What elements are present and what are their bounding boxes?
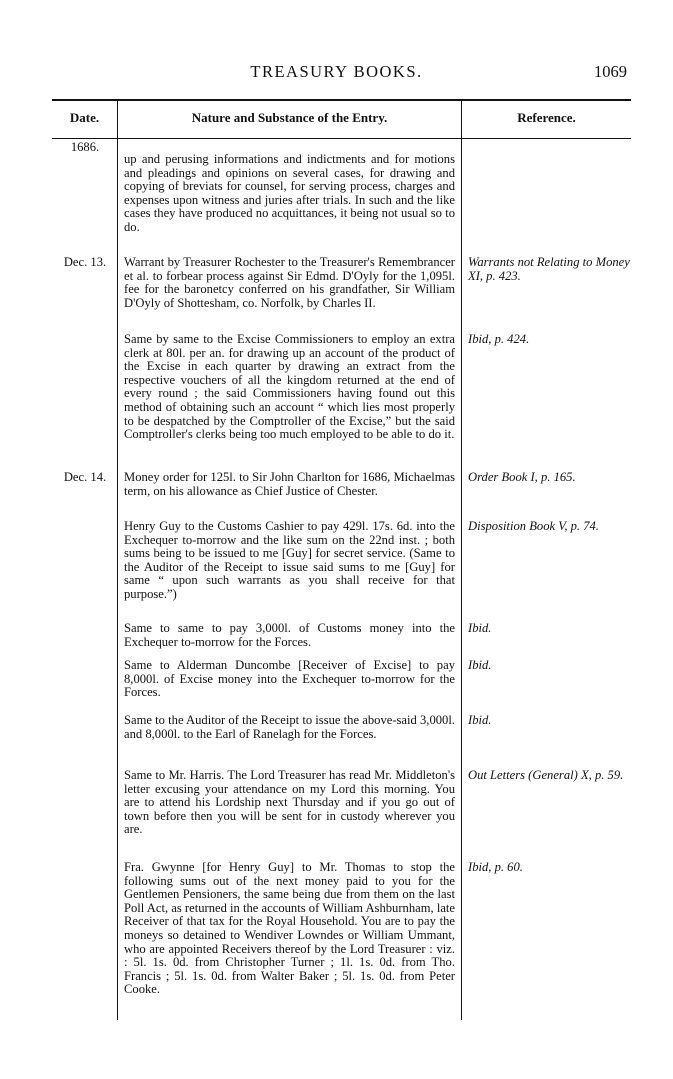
entry-nature: Same by same to the Excise Commissioners to employ an extra clerk at 80l. per an. for drawing up an account of the product of the Excise in each quarter by drawing an extract from the respective vouchers of all the kingdom returned at the end of every round ; the said Commissioners having found out this method of obtaining such an account “ which lies most properly to be despatched by the Comptroller of the Excise,” but the said Comptroller's clerks being too much employed to be able to do it. xyxy=(124,332,455,442)
entry-nature: Warrant by Treasurer Rochester to the Treasurer's Remembrancer et al. to forbear process against Sir Edmd. D'Oyly for the 1,095l. fee for the baronetcy conferred on his grandfather, Sir William D'Oyly of Shottesham, co. Norfolk, by Charles II. xyxy=(124,255,455,310)
entry-reference: Warrants not Relating to Money XI, p. 423. xyxy=(468,255,630,283)
column-header-nature: Nature and Substance of the Entry. xyxy=(191,110,388,125)
entry-reference: Ibid, p. 424. xyxy=(468,332,530,346)
running-head-title: TREASURY BOOKS. xyxy=(250,62,423,81)
entry-reference: Disposition Book V, p. 74. xyxy=(468,519,599,533)
entry-reference: Ibid, p. 60. xyxy=(468,860,523,874)
entry-reference: Ibid. xyxy=(468,658,492,672)
year-marker: 1686. xyxy=(70,140,100,154)
entry-reference: Ibid. xyxy=(468,713,492,727)
column-header-date: Date. xyxy=(69,110,100,125)
entry-date: Dec. 14. xyxy=(63,470,107,484)
entry-nature: Money order for 125l. to Sir John Charlton for 1686, Michaelmas term, on his allowance as Chief Justice of Chester. xyxy=(124,470,455,498)
column-divider-reference xyxy=(461,100,462,1020)
entry-reference: Ibid. xyxy=(468,621,492,635)
entry-reference: Out Letters (General) X, p. 59. xyxy=(468,768,624,782)
entry-nature: Fra. Gwynne [for Henry Guy] to Mr. Thomas to stop the following sums out of the next money paid to you for the Gentlemen Pensioners, the same being due from them on the last Poll Act, as returned in the accounts of William Ashburnham, late Receiver of that tax for the Royal Household. You are to pay the moneys so detained to Wendiver Lowndes or William Ummant, who are appointed Receivers thereof by the Lord Treasurer : viz. : 5l. 1s. 0d. from Christopher Turner ; 1l. 1s. 0d. from Tho. Francis ; 5l. 1s. 0d. from Walter Baker ; 5l. 1s. 0d. from Peter Cooke. xyxy=(124,860,455,997)
entry-nature: Henry Guy to the Customs Cashier to pay 429l. 17s. 6d. into the Exchequer to-morrow and the like sum on the 22nd inst. ; both sums being to be issued to me [Guy] for secret service. (Same to the Auditor of the Receipt to issue said sums to me [Guy] for same “ upon such warrants as you shall receive for that purpose.”) xyxy=(124,519,455,601)
column-header-reference: Reference. xyxy=(517,110,576,125)
table-header-rule xyxy=(52,138,631,139)
entry-nature: Same to Mr. Harris. The Lord Treasurer has read Mr. Middleton's letter excusing your attendance on my Lord this morning. You are to attend his Lordship next Thursday and if you go out of town before then you will be sent for in custody wherever you are. xyxy=(124,768,455,837)
entry-nature: up and perusing informations and indictments and for motions and pleadings and opinions on several cases, for drawing and copying of breviats for counsel, for serving process, charges and expenses upon witness and juries after trials. In such and the like cases they have produced no acquittances, it being not usual so to do. xyxy=(124,152,455,234)
page-number: 1069 xyxy=(594,62,627,81)
table-top-rule xyxy=(52,99,631,101)
entry-date: Dec. 13. xyxy=(63,255,107,269)
column-divider-date xyxy=(117,100,118,1020)
entry-nature: Same to the Auditor of the Receipt to issue the above-said 3,000l. and 8,000l. to the Earl of Ranelagh for the Forces. xyxy=(124,713,455,741)
entry-nature: Same to same to pay 3,000l. of Customs money into the Exchequer to-morrow for the Forces. xyxy=(124,621,455,649)
entry-reference: Order Book I, p. 165. xyxy=(468,470,576,484)
entry-nature: Same to Alderman Duncombe [Receiver of Excise] to pay 8,000l. of Excise money into the Exchequer to-morrow for the Forces. xyxy=(124,658,455,700)
